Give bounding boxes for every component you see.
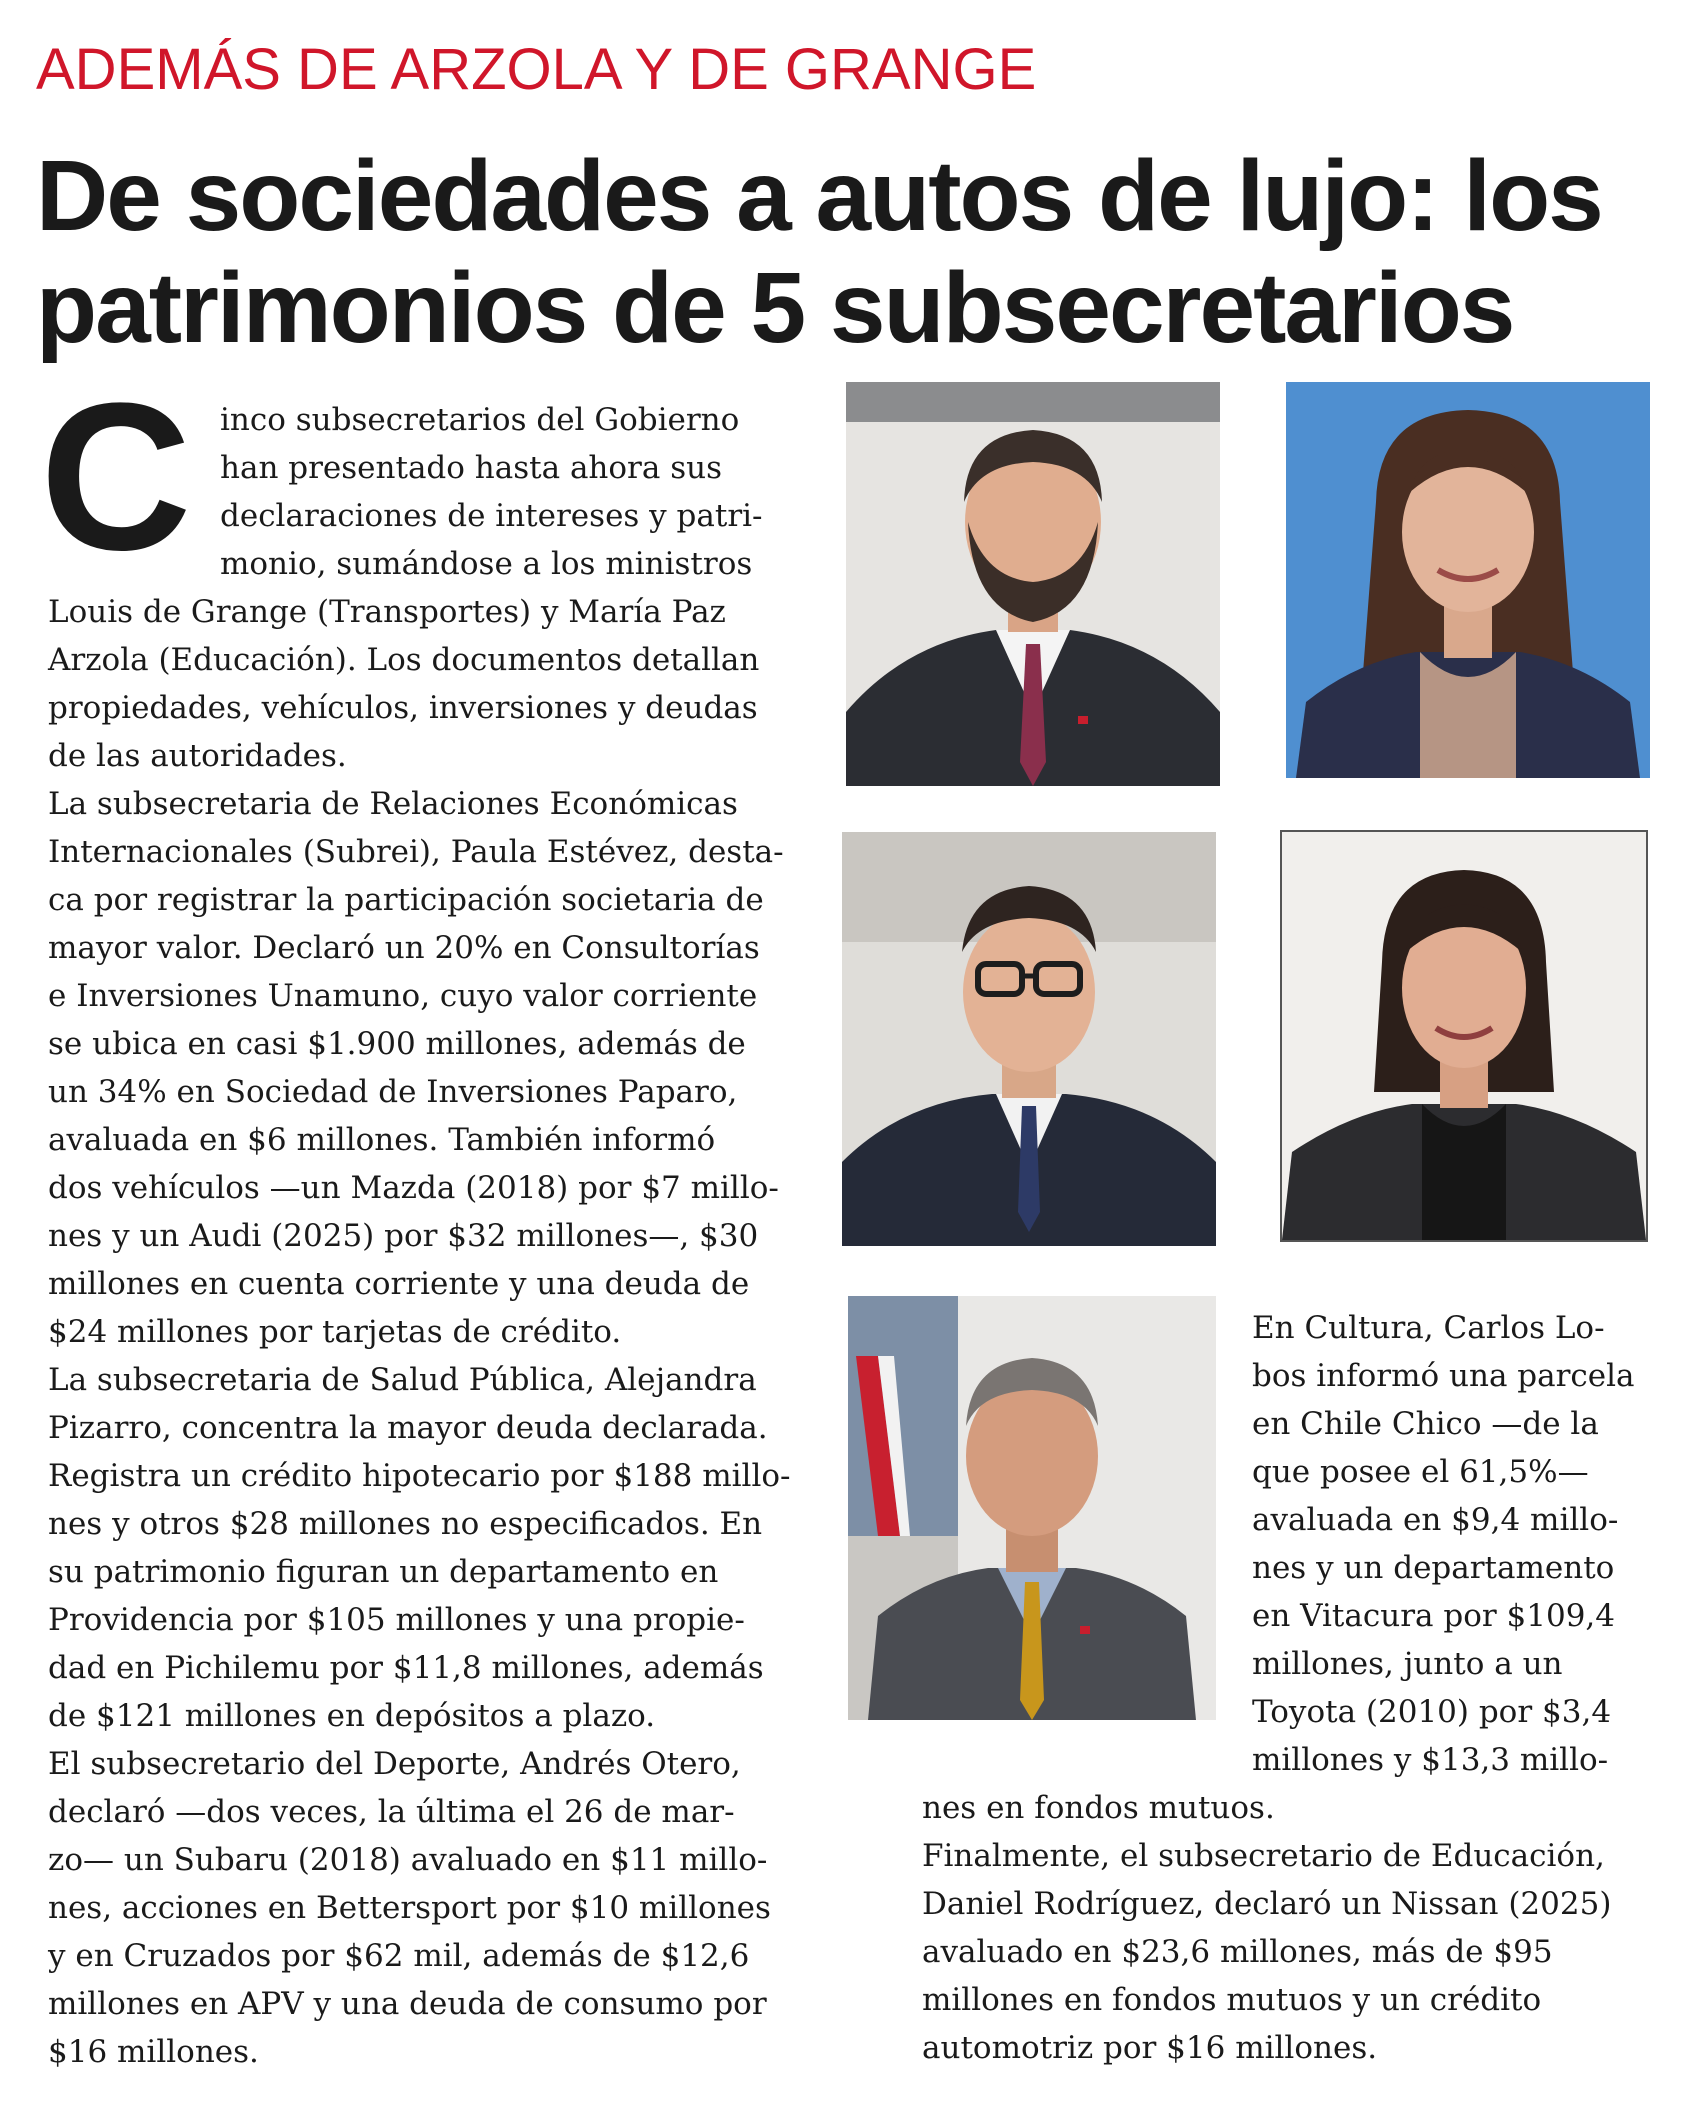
body-line: e Inversiones Unamuno, cuyo valor corriente [48, 978, 758, 1014]
body-line: nes, acciones en Bettersport por $10 millones [48, 1890, 771, 1926]
column-2-narrow-text [1252, 1304, 1635, 1784]
body-line: avaluado en $23,6 millones, más de $95 [922, 1934, 1553, 1970]
intro-text [220, 396, 763, 588]
body-line: millones en fondos mutuos y un crédito [922, 1982, 1542, 2018]
headline [36, 140, 1676, 364]
body-line: Toyota (2010) por $3,4 [1252, 1694, 1612, 1730]
body-line: en Chile Chico —de la [1252, 1406, 1599, 1442]
section-kicker: ADEMÁS DE ARZOLA Y DE GRANGE [36, 37, 1037, 102]
body-line: nes en fondos mutuos. [922, 1790, 1275, 1826]
intro-line: declaraciones de intereses y patri- [220, 498, 763, 534]
headline-line-1: De sociedades a autos de lujo: los [36, 140, 1602, 252]
body-line: Louis de Grange (Transportes) y María Paz [48, 594, 726, 630]
body-line: nes y otros $28 millones no especificados. En [48, 1506, 763, 1542]
body-line: automotriz por $16 millones. [922, 2030, 1378, 2066]
body-line: nes y un departamento [1252, 1550, 1615, 1586]
body-line: zo— un Subaru (2018) avaluado en $11 millo- [48, 1842, 768, 1878]
intro-line: inco subsecretarios del Gobierno [220, 402, 740, 438]
body-line: El subsecretario del Deporte, Andrés Otero, [48, 1746, 741, 1782]
body-line: avaluada en $6 millones. También informó [48, 1122, 716, 1158]
body-line: y en Cruzados por $62 mil, además de $12,6 [48, 1938, 750, 1974]
body-line: Arzola (Educación). Los documentos detallan [48, 642, 760, 678]
body-line: dad en Pichilemu por $11,8 millones, además [48, 1650, 764, 1686]
portrait-photo-4 [1280, 830, 1648, 1242]
body-line: en Vitacura por $109,4 [1252, 1598, 1615, 1634]
body-line: Daniel Rodríguez, declaró un Nissan (2025) [922, 1886, 1612, 1922]
column-1-text [48, 588, 791, 2076]
body-line: de $121 millones en depósitos a plazo. [48, 1698, 656, 1734]
body-line: millones, junto a un [1252, 1646, 1563, 1682]
body-line: La subsecretaria de Relaciones Económicas [48, 786, 738, 822]
portrait-photo-3 [842, 832, 1216, 1246]
body-line: $16 millones. [48, 2034, 259, 2070]
body-line: de las autoridades. [48, 738, 347, 774]
body-line: declaró —dos veces, la última el 26 de mar- [48, 1794, 735, 1830]
body-line: su patrimonio figuran un departamento en [48, 1554, 719, 1590]
body-line: Providencia por $105 millones y una propie- [48, 1602, 745, 1638]
portrait-photo-1 [846, 382, 1220, 786]
body-line: Finalmente, el subsecretario de Educación, [922, 1838, 1605, 1874]
body-line: bos informó una parcela [1252, 1358, 1635, 1394]
body-line: Pizarro, concentra la mayor deuda declarada. [48, 1410, 768, 1446]
drop-cap: C [40, 359, 192, 594]
intro-line: monio, sumándose a los ministros [220, 546, 753, 582]
body-line: millones en APV y una deuda de consumo por [48, 1986, 767, 2022]
body-line: La subsecretaria de Salud Pública, Alejandra [48, 1362, 757, 1398]
body-line: avaluada en $9,4 millo- [1252, 1502, 1619, 1538]
body-line: En Cultura, Carlos Lo- [1252, 1310, 1605, 1346]
headline-line-2: patrimonios de 5 subsecretarios [36, 252, 1514, 364]
body-line: millones y $13,3 millo- [1252, 1742, 1609, 1778]
body-line: millones en cuenta corriente y una deuda de [48, 1266, 750, 1302]
portrait-photo-5 [848, 1296, 1216, 1720]
body-line: se ubica en casi $1.900 millones, además de [48, 1026, 746, 1062]
portrait-photo-2 [1286, 382, 1650, 778]
body-line: dos vehículos —un Mazda (2018) por $7 millo- [48, 1170, 779, 1206]
body-line: un 34% en Sociedad de Inversiones Paparo, [48, 1074, 738, 1110]
body-line: Registra un crédito hipotecario por $188 millo- [48, 1458, 791, 1494]
body-line: mayor valor. Declaró un 20% en Consultorías [48, 930, 760, 966]
body-line: ca por registrar la participación societaria de [48, 882, 764, 918]
body-line: $24 millones por tarjetas de crédito. [48, 1314, 622, 1350]
body-line: Internacionales (Subrei), Paula Estévez, desta- [48, 834, 784, 870]
body-line: que posee el 61,5%— [1252, 1454, 1589, 1490]
body-line: propiedades, vehículos, inversiones y deudas [48, 690, 758, 726]
body-line: nes y un Audi (2025) por $32 millones—, $30 [48, 1218, 759, 1254]
intro-line: han presentado hasta ahora sus [220, 450, 722, 486]
column-2-wide-text [922, 1784, 1611, 2072]
